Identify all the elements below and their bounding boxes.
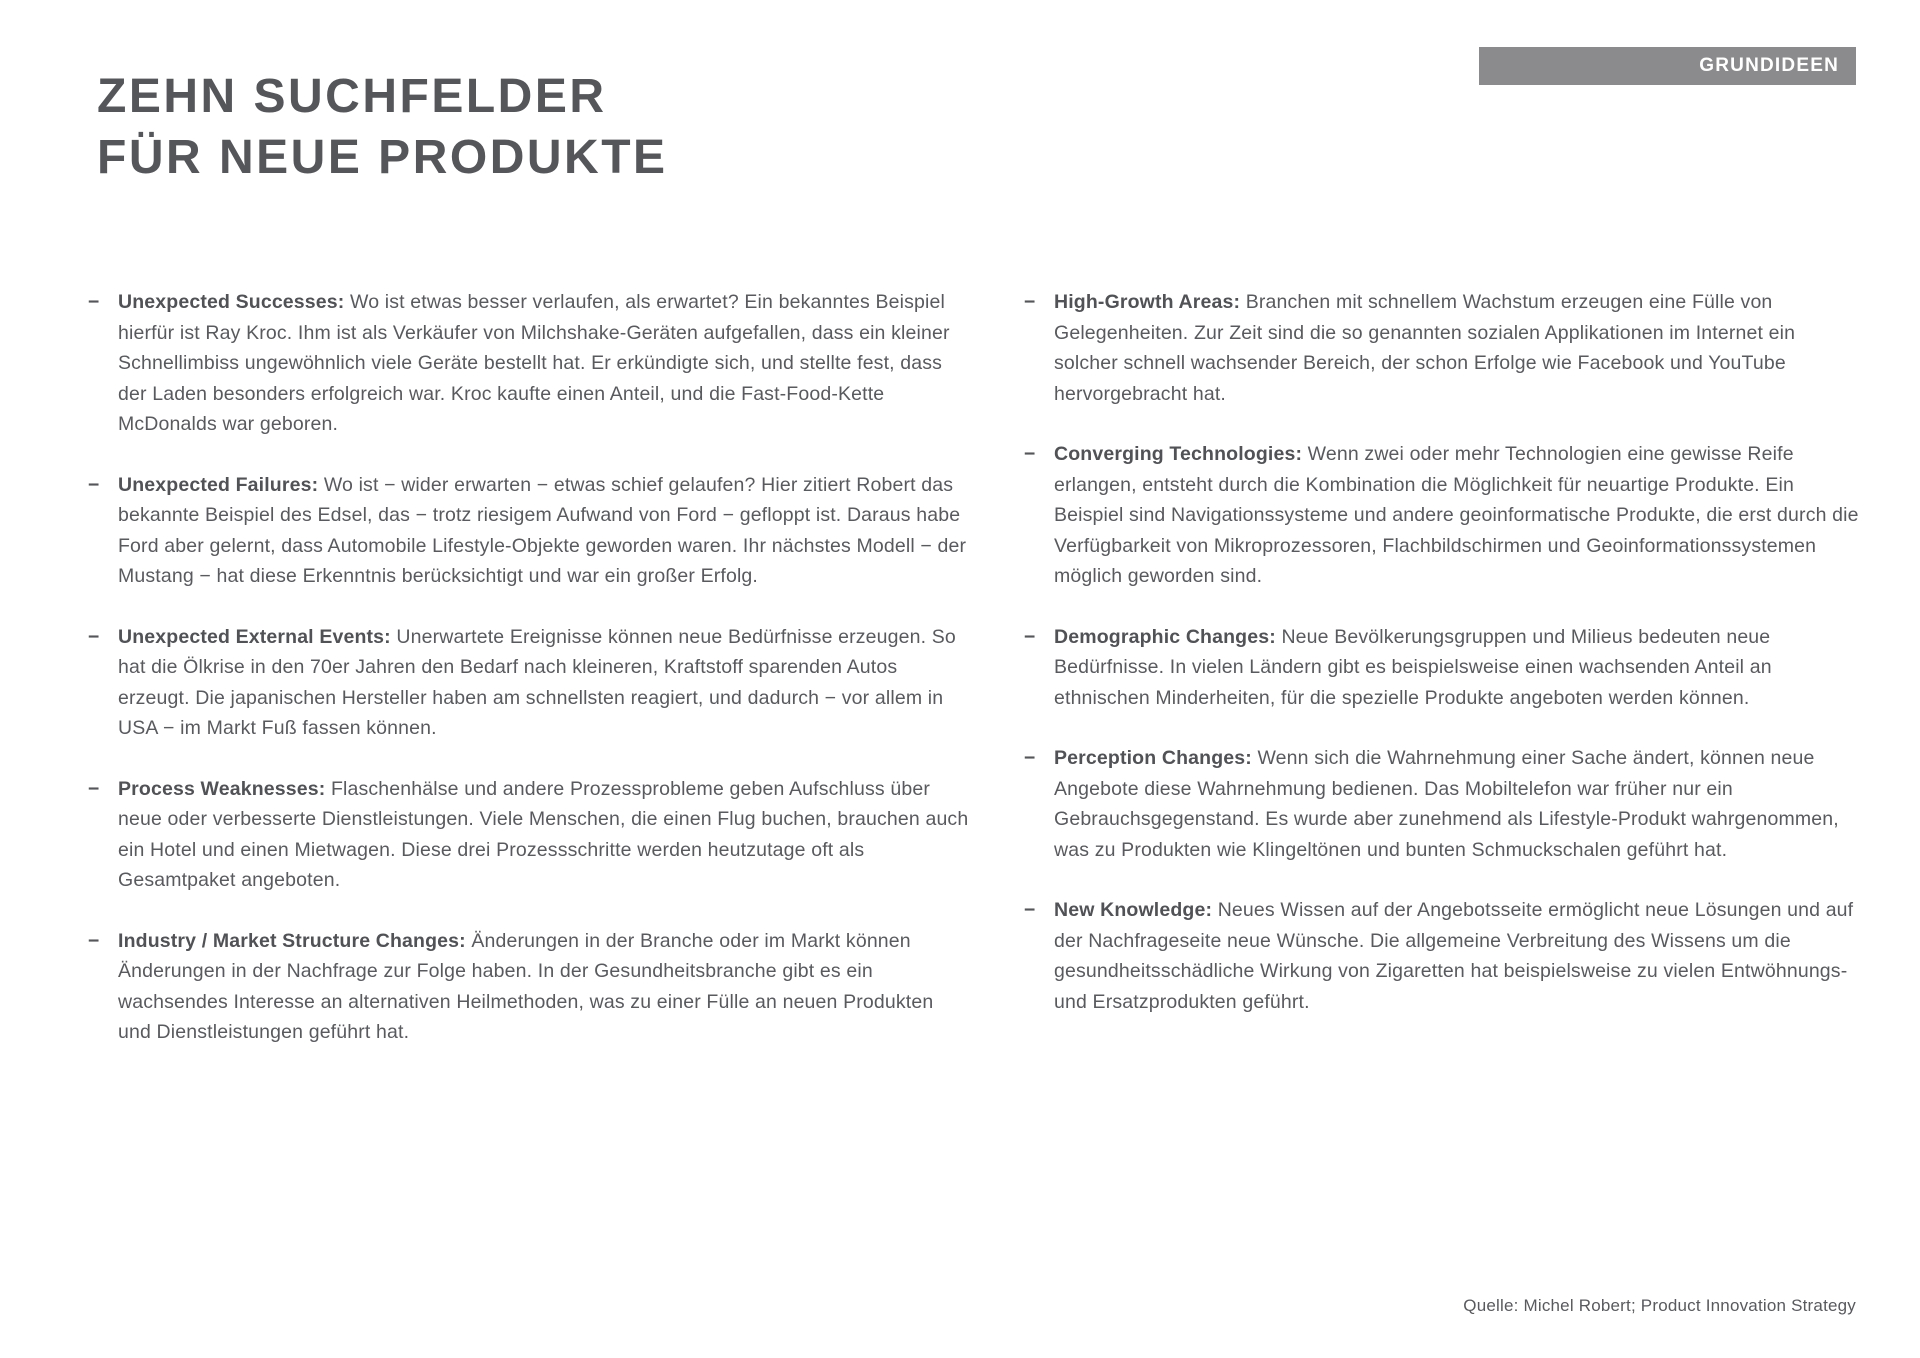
dash-bullet-icon: − bbox=[88, 625, 100, 648]
item-body: Neues Wissen auf der Angebotsseite ermöglicht neue Lösungen und auf der Nachfrageseite neue Wünsche. Die allgemeine Verbreitung des Wissens um die gesundheitsschädliche Wirkung von Zigaretten hat beispielsweise zu vielen Entwöhnungs- und Ersatzprodukten geführt. bbox=[1054, 899, 1854, 1013]
item-body: Wo ist − wider erwarten − etwas schief gelaufen? Hier zitiert Robert das bekannte Beispiel des Edsel, das − trotz riesigem Aufwand von Ford − gefloppt ist. Daraus habe Ford aber gelernt, dass Automobile Lifestyle-Objekte geworden waren. Ihr nächstes Modell − der Mustang − hat diese Erkenntnis berücksichtigt und war ein großer Erfolg. bbox=[118, 473, 967, 587]
item-body: Neue Bevölkerungsgruppen und Milieus bedeuten neue Bedürfnisse. In vielen Ländern gibt es beispielsweise einen wachsenden Anteil an ethnischen Minderheiten, für die spezielle Produkte angeboten werden können. bbox=[1054, 625, 1772, 709]
dash-bullet-icon: − bbox=[1024, 899, 1036, 921]
item-body: Wenn zwei oder mehr Technologien eine gewisse Reife erlangen, entsteht durch die Kombination die Möglichkeit für neuartige Produkte. Ein Beispiel sind Navigationssysteme und andere geoinformatische Produkte, die erst durch die Verfügbarkeit von Mikroprozessoren, Flachbildschirmen und Geoinformationssystemen möglich geworden sind. bbox=[1054, 443, 1859, 587]
dash-bullet-icon: − bbox=[1024, 443, 1036, 465]
list-item bbox=[1024, 895, 1862, 1017]
item-body: Branchen mit schnellem Wachstum erzeugen eine Fülle von Gelegenheiten. Zur Zeit sind die so genannten sozialen Applikationen im Internet ein solcher schnell wachsender Bereich, der schon Erfolge wie Facebook und YouTube hervorgebracht hat. bbox=[1054, 291, 1796, 405]
content-columns bbox=[88, 287, 1862, 1078]
item-term: Unexpected Failures: bbox=[118, 473, 319, 496]
item-term: Industry / Market Structure Changes: bbox=[118, 929, 466, 952]
search-fields-column-right bbox=[1024, 287, 1862, 1078]
dash-bullet-icon: − bbox=[88, 777, 100, 800]
dash-bullet-icon: − bbox=[88, 291, 100, 313]
list-item bbox=[1024, 287, 1862, 409]
item-term: Converging Technologies: bbox=[1054, 443, 1303, 465]
item-body: Wo ist etwas besser verlaufen, als erwartet? Ein bekanntes Beispiel hierfür ist Ray Kroc. Ihm ist als Verkäufer von Milchshake-Geräten aufgefallen, dass ein kleiner Schnellimbiss ungewöhnlich viele Geräte bestellt hat. Er erkündigte sich, und stellte fest, dass der Laden besonders erfolgreich war. Kroc kaufte einen Anteil, und die Fast-Food-Kette McDonalds war geboren. bbox=[118, 291, 950, 435]
list-item bbox=[88, 470, 970, 592]
item-term: Demographic Changes: bbox=[1054, 625, 1276, 648]
page-title-line-2: FÜR NEUE PRODUKTE bbox=[97, 131, 668, 184]
list-item bbox=[88, 622, 970, 744]
item-term: Unexpected Successes: bbox=[118, 291, 345, 313]
item-term: Perception Changes: bbox=[1054, 747, 1252, 769]
section-badge bbox=[1479, 47, 1856, 85]
list-item bbox=[1024, 743, 1862, 865]
list-item bbox=[88, 774, 970, 896]
list-item bbox=[1024, 439, 1862, 592]
item-term: Process Weaknesses: bbox=[118, 777, 326, 800]
item-term: Unexpected External Events: bbox=[118, 625, 391, 648]
item-body: Flaschenhälse und andere Prozessprobleme geben Aufschluss über neue oder verbesserte Dienstleistungen. Viele Menschen, die einen Flug buchen, brauchen auch ein Hotel und einen Mietwagen. Diese drei Prozessschritte werden heutzutage oft als Gesamtpaket angeboten. bbox=[118, 777, 969, 891]
item-body: Unerwartete Ereignisse können neue Bedürfnisse erzeugen. So hat die Ölkrise in den 70er Jahren den Bedarf nach kleineren, Kraftstoff sparenden Autos erzeugt. Die japanischen Hersteller haben am schnellsten reagiert, und dadurch − vor allem in USA − im Markt Fuß fassen können. bbox=[118, 625, 956, 739]
dash-bullet-icon: − bbox=[1024, 625, 1036, 648]
search-fields-column-left bbox=[88, 287, 970, 1078]
section-badge-label: GRUNDIDEEN bbox=[1699, 55, 1839, 76]
dash-bullet-icon: − bbox=[1024, 291, 1036, 313]
dash-bullet-icon: − bbox=[1024, 747, 1036, 769]
page-title-line-1: ZEHN SUCHFELDER bbox=[97, 70, 607, 123]
item-body: Änderungen in der Branche oder im Markt können Änderungen in der Nachfrage zur Folge haben. In der Gesundheitsbranche gibt es ein wachsendes Interesse an alternativen Heilmethoden, was zu einer Fülle an neuen Produkten und Dienstleistungen geführt hat. bbox=[118, 929, 934, 1043]
page-title bbox=[97, 66, 668, 188]
list-item bbox=[88, 287, 970, 440]
dash-bullet-icon: − bbox=[88, 473, 100, 496]
source-note: Quelle: Michel Robert; Product Innovation Strategy bbox=[1463, 1296, 1856, 1315]
list-item bbox=[1024, 622, 1862, 714]
dash-bullet-icon: − bbox=[88, 929, 100, 952]
list-item bbox=[88, 926, 970, 1048]
item-term: High-Growth Areas: bbox=[1054, 291, 1241, 313]
item-term: New Knowledge: bbox=[1054, 899, 1213, 921]
item-body: Wenn sich die Wahrnehmung einer Sache ändert, können neue Angebote diese Wahrnehmung bedienen. Das Mobiltelefon war früher nur ein Gebrauchsgegenstand. Es wurde aber zunehmend als Lifestyle-Produkt wahrgenommen, was zu Produkten wie Klingeltönen und bunten Schmuckschalen geführt hat. bbox=[1054, 747, 1839, 861]
